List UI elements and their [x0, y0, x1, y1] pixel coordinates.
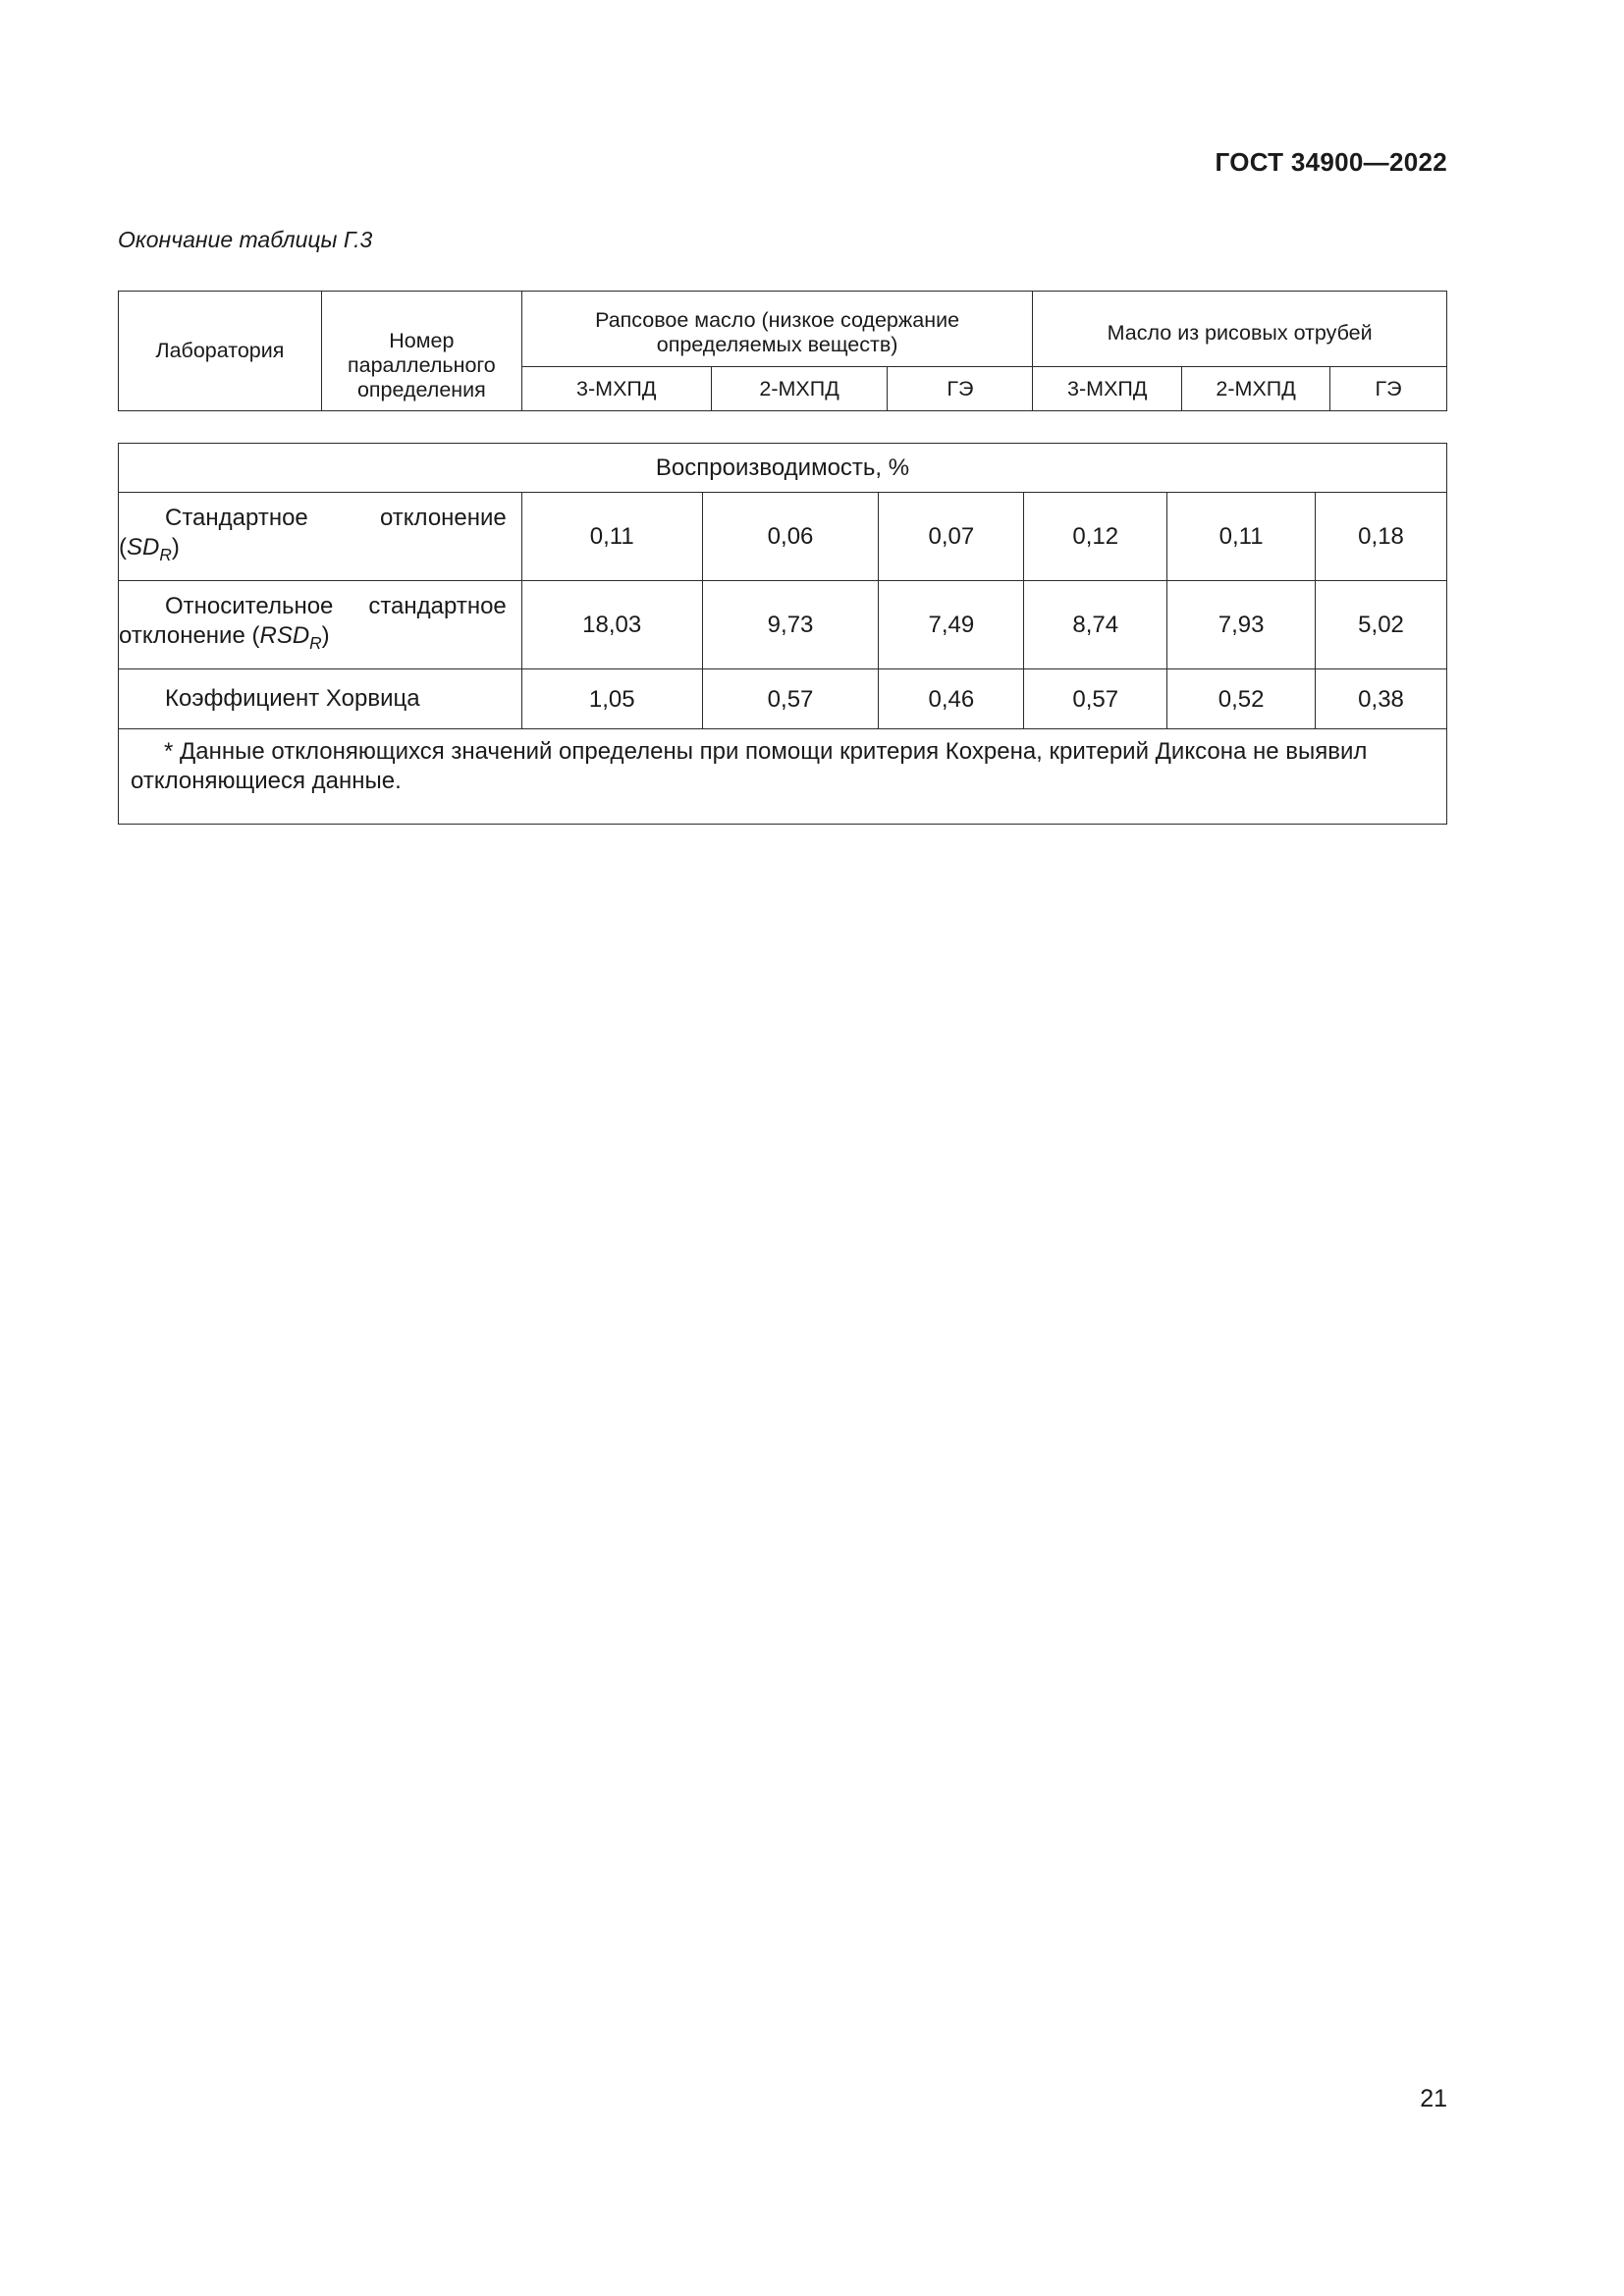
value-cell: 18,03 — [521, 581, 702, 669]
column-header-replicate-number: Номер параллельного определения — [321, 292, 521, 411]
value-cell: 0,11 — [1167, 493, 1316, 581]
row-label — [119, 581, 522, 669]
value-cell: 0,07 — [879, 493, 1024, 581]
row-label-text: Коэффициент Хорвица — [165, 685, 420, 712]
value-cell: 0,57 — [702, 669, 879, 729]
value-cell: 7,93 — [1167, 581, 1316, 669]
value-cell: 9,73 — [702, 581, 879, 669]
value-cell: 0,12 — [1024, 493, 1167, 581]
value-cell: 1,05 — [521, 669, 702, 729]
value-cell: 0,18 — [1316, 493, 1447, 581]
row-label — [119, 493, 522, 581]
value-cell: 0,06 — [702, 493, 879, 581]
sub-header-cell: 2-МХПД — [711, 367, 888, 411]
standard-code: ГОСТ 34900—2022 — [1215, 147, 1447, 177]
column-group-rice-bran-oil: Масло из рисовых отрубей — [1033, 292, 1447, 367]
value-cell: 8,74 — [1024, 581, 1167, 669]
page-number: 21 — [1420, 2085, 1447, 2112]
row-label — [119, 669, 522, 729]
value-cell: 0,46 — [879, 669, 1024, 729]
table-caption: Окончание таблицы Г.3 — [118, 227, 373, 252]
value-cell: 7,49 — [879, 581, 1024, 669]
value-cell: 0,57 — [1024, 669, 1167, 729]
table-header — [118, 291, 1447, 411]
value-cell: 0,52 — [1167, 669, 1316, 729]
table-footnote — [119, 729, 1447, 825]
column-header-laboratory: Лаборатория — [119, 292, 322, 411]
table-body — [118, 443, 1447, 825]
table-row — [119, 493, 1447, 581]
value-cell: 0,38 — [1316, 669, 1447, 729]
value-cell: 5,02 — [1316, 581, 1447, 669]
row-label-tail: отклонение $(RSD_R)$ — [119, 621, 330, 654]
sub-header-cell: 3-МХПД — [1033, 367, 1182, 411]
sub-header-cell: 3-МХПД — [521, 367, 711, 411]
section-title: Воспроизводимость, % — [119, 444, 1447, 493]
row-label-text: Относительное стандартное — [165, 592, 507, 619]
table-row — [119, 581, 1447, 669]
row-label-symbol: $(SD_R)$ — [119, 533, 180, 565]
column-group-rapeseed-oil: Рапсовое масло (низкое содержание определяемых веществ) — [521, 292, 1032, 367]
sub-header-cell: ГЭ — [888, 367, 1033, 411]
sub-header-cell: 2-МХПД — [1182, 367, 1330, 411]
value-cell: 0,11 — [521, 493, 702, 581]
table-row — [119, 669, 1447, 729]
footnote-text: * Данные отклоняющихся значений определены при помощи критерия Кохрена, критерий Диксона не выявил отклоняющиеся данные. — [131, 738, 1368, 794]
sub-header-cell: ГЭ — [1330, 367, 1447, 411]
row-label-text: Стандартное отклонение — [165, 504, 507, 531]
